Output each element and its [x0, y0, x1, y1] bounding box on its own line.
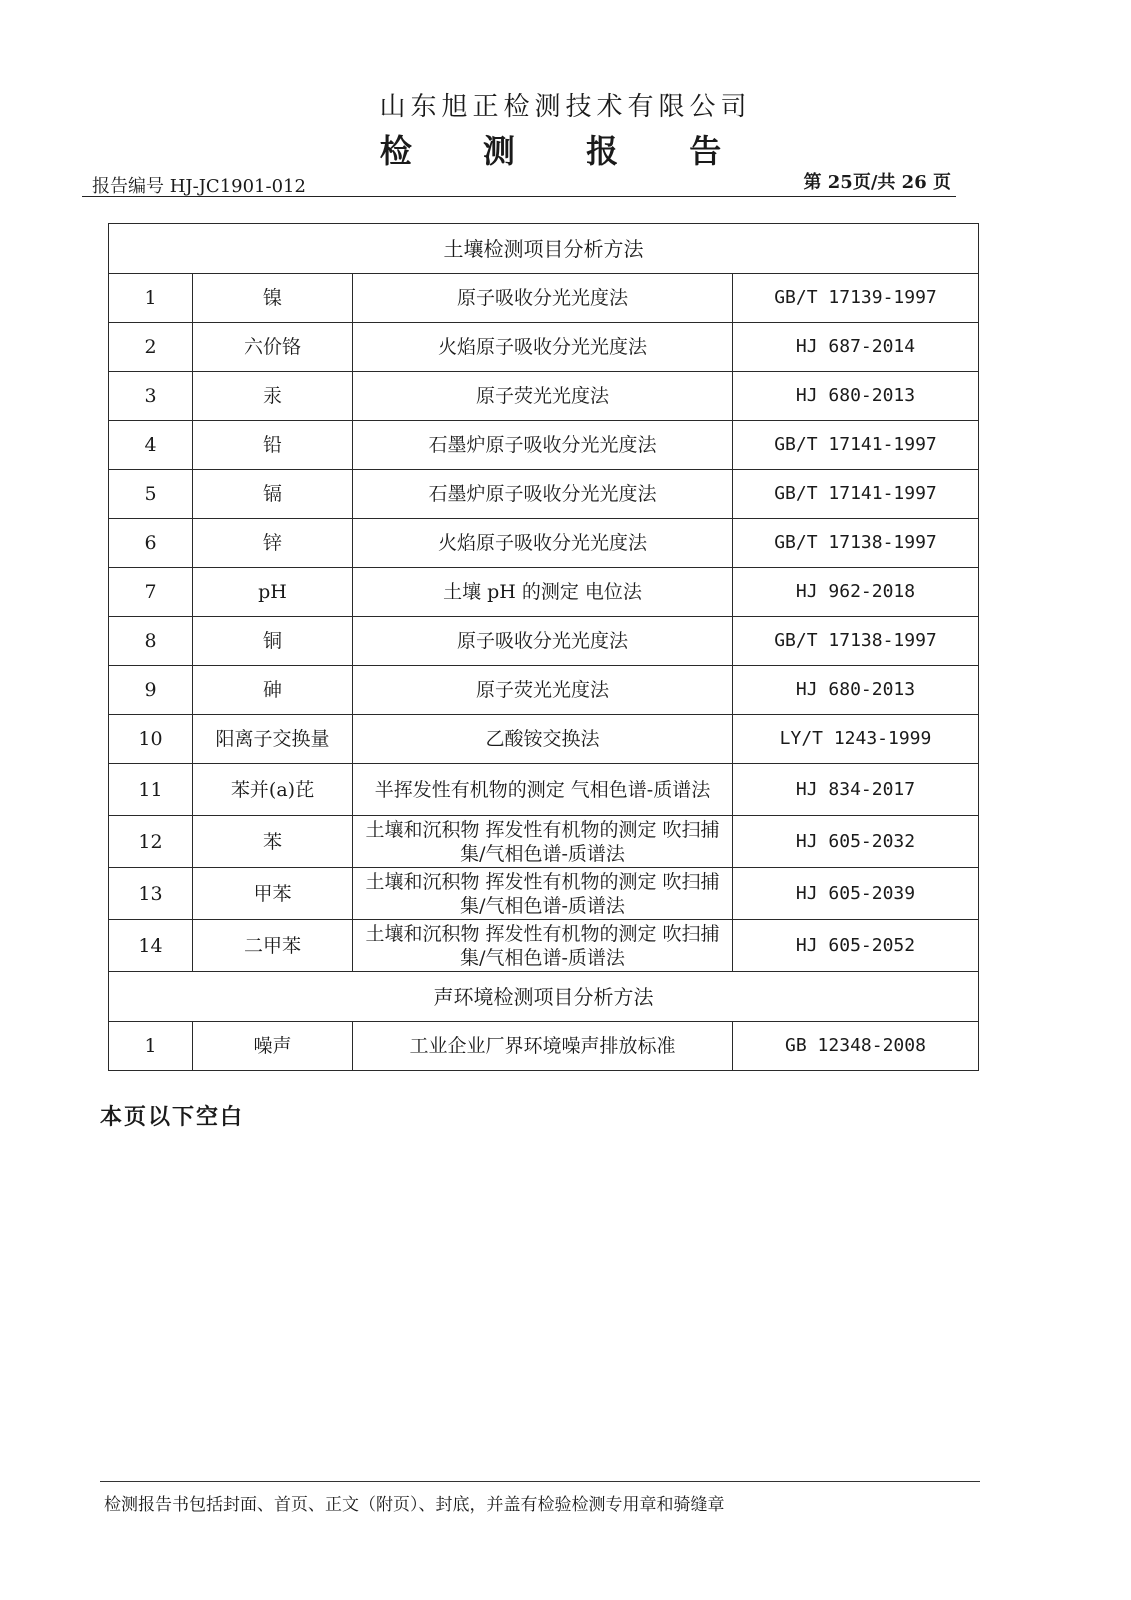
- standard-code: HJ 680-2013: [733, 666, 979, 715]
- section-title: 声环境检测项目分析方法: [109, 972, 979, 1022]
- table-row: [109, 470, 979, 519]
- analysis-method: 石墨炉原子吸收分光光度法: [353, 421, 733, 470]
- analysis-method: 工业企业厂界环境噪声排放标准: [353, 1022, 733, 1071]
- test-item: 锌: [193, 519, 353, 568]
- test-item: 铜: [193, 617, 353, 666]
- standard-code: GB/T 17141-1997: [733, 421, 979, 470]
- standard-code: HJ 834-2017: [733, 764, 979, 816]
- row-number: 4: [109, 421, 193, 470]
- analysis-method: 土壤和沉积物 挥发性有机物的测定 吹扫捕集/气相色谱-质谱法: [353, 816, 733, 868]
- analysis-method: 土壤和沉积物 挥发性有机物的测定 吹扫捕集/气相色谱-质谱法: [353, 868, 733, 920]
- test-item: 镍: [193, 274, 353, 323]
- table-row: [109, 568, 979, 617]
- row-number: 7: [109, 568, 193, 617]
- standard-code: GB 12348-2008: [733, 1022, 979, 1071]
- section-header-row: [109, 972, 979, 1022]
- standard-code: HJ 605-2052: [733, 920, 979, 972]
- row-number: 8: [109, 617, 193, 666]
- footer-note: 检测报告书包括封面、首页、正文（附页）、封底，并盖有检验检测专用章和骑缝章: [104, 1495, 725, 1515]
- test-item: 二甲苯: [193, 920, 353, 972]
- analysis-method: 原子吸收分光光度法: [353, 274, 733, 323]
- test-item: pH: [193, 568, 353, 617]
- report-title: 检 测 报 告: [379, 132, 752, 170]
- test-item: 噪声: [193, 1022, 353, 1071]
- blank-below-note: 本页以下空白: [100, 1104, 245, 1130]
- row-number: 1: [109, 1022, 193, 1071]
- standard-code: GB/T 17138-1997: [733, 617, 979, 666]
- row-number: 14: [109, 920, 193, 972]
- test-item: 砷: [193, 666, 353, 715]
- row-number: 9: [109, 666, 193, 715]
- methods-table: [108, 223, 979, 1071]
- table-row: [109, 666, 979, 715]
- row-number: 6: [109, 519, 193, 568]
- table-row: [109, 372, 979, 421]
- table-row: [109, 519, 979, 568]
- table-row: [109, 764, 979, 816]
- table-row: [109, 868, 979, 920]
- page-indicator: 第 25页/共 26 页: [803, 172, 951, 193]
- footer-divider: [100, 1481, 980, 1482]
- standard-code: GB/T 17138-1997: [733, 519, 979, 568]
- row-number: 5: [109, 470, 193, 519]
- test-item: 铅: [193, 421, 353, 470]
- table-row: [109, 323, 979, 372]
- table-row: [109, 715, 979, 764]
- analysis-method: 火焰原子吸收分光光度法: [353, 519, 733, 568]
- standard-code: HJ 605-2032: [733, 816, 979, 868]
- row-number: 10: [109, 715, 193, 764]
- analysis-method: 土壤和沉积物 挥发性有机物的测定 吹扫捕集/气相色谱-质谱法: [353, 920, 733, 972]
- analysis-method: 石墨炉原子吸收分光光度法: [353, 470, 733, 519]
- standard-code: GB/T 17141-1997: [733, 470, 979, 519]
- header-divider: [82, 196, 956, 197]
- analysis-method: 原子荧光光度法: [353, 372, 733, 421]
- table-row: [109, 816, 979, 868]
- test-item: 镉: [193, 470, 353, 519]
- test-item: 苯: [193, 816, 353, 868]
- row-number: 12: [109, 816, 193, 868]
- methods-table-body: [109, 224, 979, 1071]
- test-item: 阳离子交换量: [193, 715, 353, 764]
- standard-code: HJ 680-2013: [733, 372, 979, 421]
- standard-code: HJ 687-2014: [733, 323, 979, 372]
- table-row: [109, 920, 979, 972]
- analysis-method: 火焰原子吸收分光光度法: [353, 323, 733, 372]
- row-number: 3: [109, 372, 193, 421]
- row-number: 13: [109, 868, 193, 920]
- analysis-method: 半挥发性有机物的测定 气相色谱-质谱法: [353, 764, 733, 816]
- standard-code: HJ 962-2018: [733, 568, 979, 617]
- standard-code: HJ 605-2039: [733, 868, 979, 920]
- row-number: 11: [109, 764, 193, 816]
- test-item: 甲苯: [193, 868, 353, 920]
- table-row: [109, 274, 979, 323]
- row-number: 2: [109, 323, 193, 372]
- test-item: 苯并(a)芘: [193, 764, 353, 816]
- table-row: [109, 421, 979, 470]
- report-number: 报告编号 HJ-JC1901-012: [92, 176, 306, 197]
- table-row: [109, 1022, 979, 1071]
- company-name: 山东旭正检测技术有限公司: [379, 92, 752, 122]
- row-number: 1: [109, 274, 193, 323]
- methods-table-container: [108, 223, 978, 1071]
- analysis-method: 土壤 pH 的测定 电位法: [353, 568, 733, 617]
- table-row: [109, 617, 979, 666]
- analysis-method: 乙酸铵交换法: [353, 715, 733, 764]
- analysis-method: 原子吸收分光光度法: [353, 617, 733, 666]
- standard-code: LY/T 1243-1999: [733, 715, 979, 764]
- section-header-row: [109, 224, 979, 274]
- test-item: 六价铬: [193, 323, 353, 372]
- section-title: 土壤检测项目分析方法: [109, 224, 979, 274]
- standard-code: GB/T 17139-1997: [733, 274, 979, 323]
- analysis-method: 原子荧光光度法: [353, 666, 733, 715]
- test-item: 汞: [193, 372, 353, 421]
